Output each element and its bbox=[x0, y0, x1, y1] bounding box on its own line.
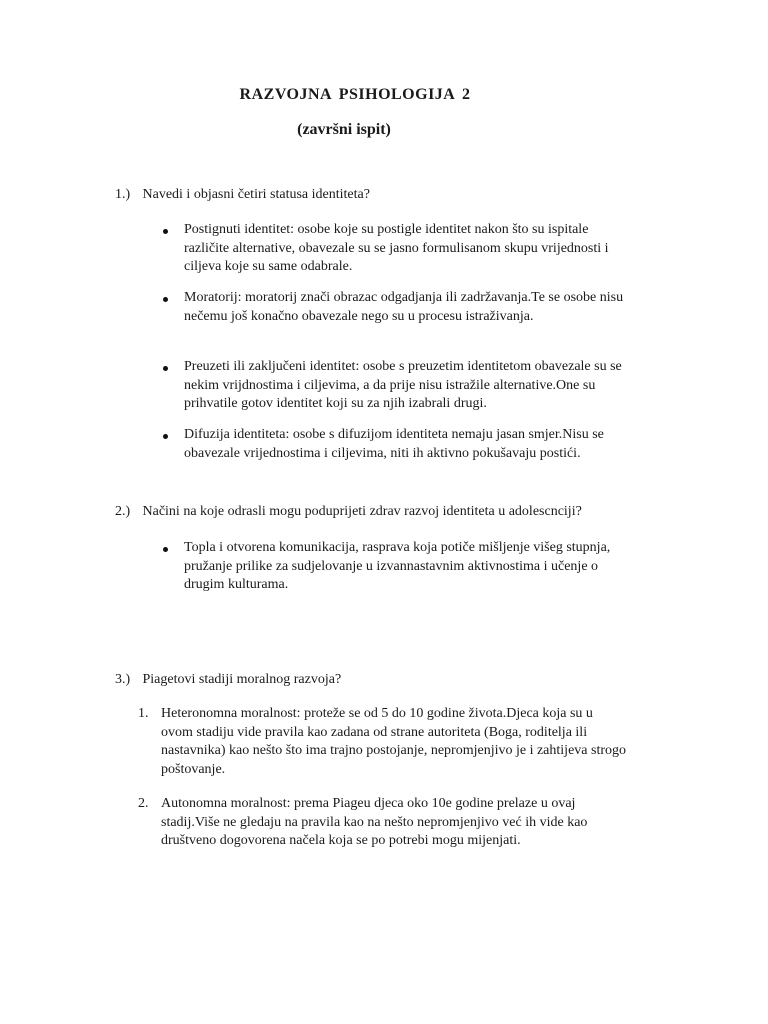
list-item-line: Moratorij: moratorij znači obrazac odgadjanja ili zadržavanja.Te se osobe nisu bbox=[184, 290, 624, 305]
list-number: 2. bbox=[138, 796, 149, 811]
list-item bbox=[161, 705, 626, 779]
list-item-line: Preuzeti ili zaključeni identitet: osobe s preuzetim identitetom obavezale su se bbox=[184, 359, 622, 374]
list-item-line: pružanje prilike za sudjelovanje u izvannastavnim aktivnostima i učenje o bbox=[184, 558, 599, 574]
list-item-line: Difuzija identiteta: osobe s difuzijom identiteta nemaju jasan smjer.Nisu se bbox=[184, 427, 604, 442]
list-item-line: različite alternative, obavezale su se jasno formulisanom skupu vrijednosti i bbox=[184, 240, 609, 256]
bullet-icon bbox=[163, 229, 168, 234]
question-3 bbox=[115, 671, 341, 689]
list-item bbox=[161, 795, 587, 851]
list-item-line: nastavnika) kao nešto što ima trajno postojanje, nepromjenjivo je i zahtijeva strogo bbox=[161, 743, 626, 758]
list-item bbox=[184, 539, 610, 595]
bullet-icon bbox=[163, 297, 168, 302]
bullet-icon bbox=[163, 366, 168, 371]
question-number: 2.) bbox=[115, 504, 131, 519]
bullet-icon bbox=[163, 547, 168, 552]
question-number: 3.) bbox=[115, 672, 131, 687]
list-item-line: drugim kulturama. bbox=[184, 577, 289, 592]
list-item-line: Autonomna moralnost: prema Piageu djeca oko 10e godine prelaze u ovaj bbox=[161, 796, 576, 811]
list-item bbox=[184, 221, 609, 277]
question-text: Navedi i objasni četiri statusa identiteta? bbox=[142, 187, 370, 202]
document-subtitle: (završni ispit) bbox=[297, 121, 391, 138]
list-item-line: prihvatile gotov identitet koji su za njih izabrali drugi. bbox=[184, 396, 487, 411]
list-item-line: Heteronomna moralnost: proteže se od 5 do 10 godine života.Djeca koja su u bbox=[161, 706, 593, 721]
list-item-line: ciljeva koje su same odabrale. bbox=[184, 259, 353, 274]
list-item bbox=[184, 289, 623, 326]
bullet-icon bbox=[163, 434, 168, 439]
list-item-line: Topla i otvorena komunikacija, rasprava koja potiče mišljenje višeg stupnja, bbox=[184, 540, 611, 555]
list-item-line: Postignuti identitet: osobe koje su postigle identitet nakon što su ispitale bbox=[184, 222, 589, 237]
list-number: 1. bbox=[138, 706, 149, 721]
question-number: 1.) bbox=[115, 187, 131, 202]
question-2 bbox=[115, 503, 582, 521]
list-item-line: nečemu još konačno obavezale nego su u procesu istraživanja. bbox=[184, 308, 534, 324]
list-item-line: društveno dogovorena načela koja se po potrebi mogu mijenjati. bbox=[161, 833, 521, 848]
list-item-line: stadij.Više ne gledaju na pravila kao na nešto nepromjenjivo već ih vide kao bbox=[161, 814, 588, 830]
question-text: Načini na koje odrasli mogu poduprijeti zdrav razvoj identiteta u adolescnciji? bbox=[142, 504, 582, 519]
document-title: RAZVOJNA PSIHOLOGIJA 2 bbox=[239, 86, 471, 103]
list-item-line: poštovanje. bbox=[161, 761, 226, 777]
list-item-line: nekim vrijdnostima i ciljevima, a da prije nisu istražile alternative.One su bbox=[184, 377, 596, 393]
question-text: Piagetovi stadiji moralnog razvoja? bbox=[142, 672, 342, 687]
question-1 bbox=[115, 186, 370, 204]
list-item-line: ovom stadiju vide pravila kao zadana od strane autoriteta (Boga, roditelja ili bbox=[161, 724, 588, 740]
list-item bbox=[184, 426, 604, 463]
list-item-line: obavezale vrijednostima i ciljevima, niti ih aktivno pokušavaju postići. bbox=[184, 445, 581, 461]
list-item bbox=[184, 358, 622, 414]
